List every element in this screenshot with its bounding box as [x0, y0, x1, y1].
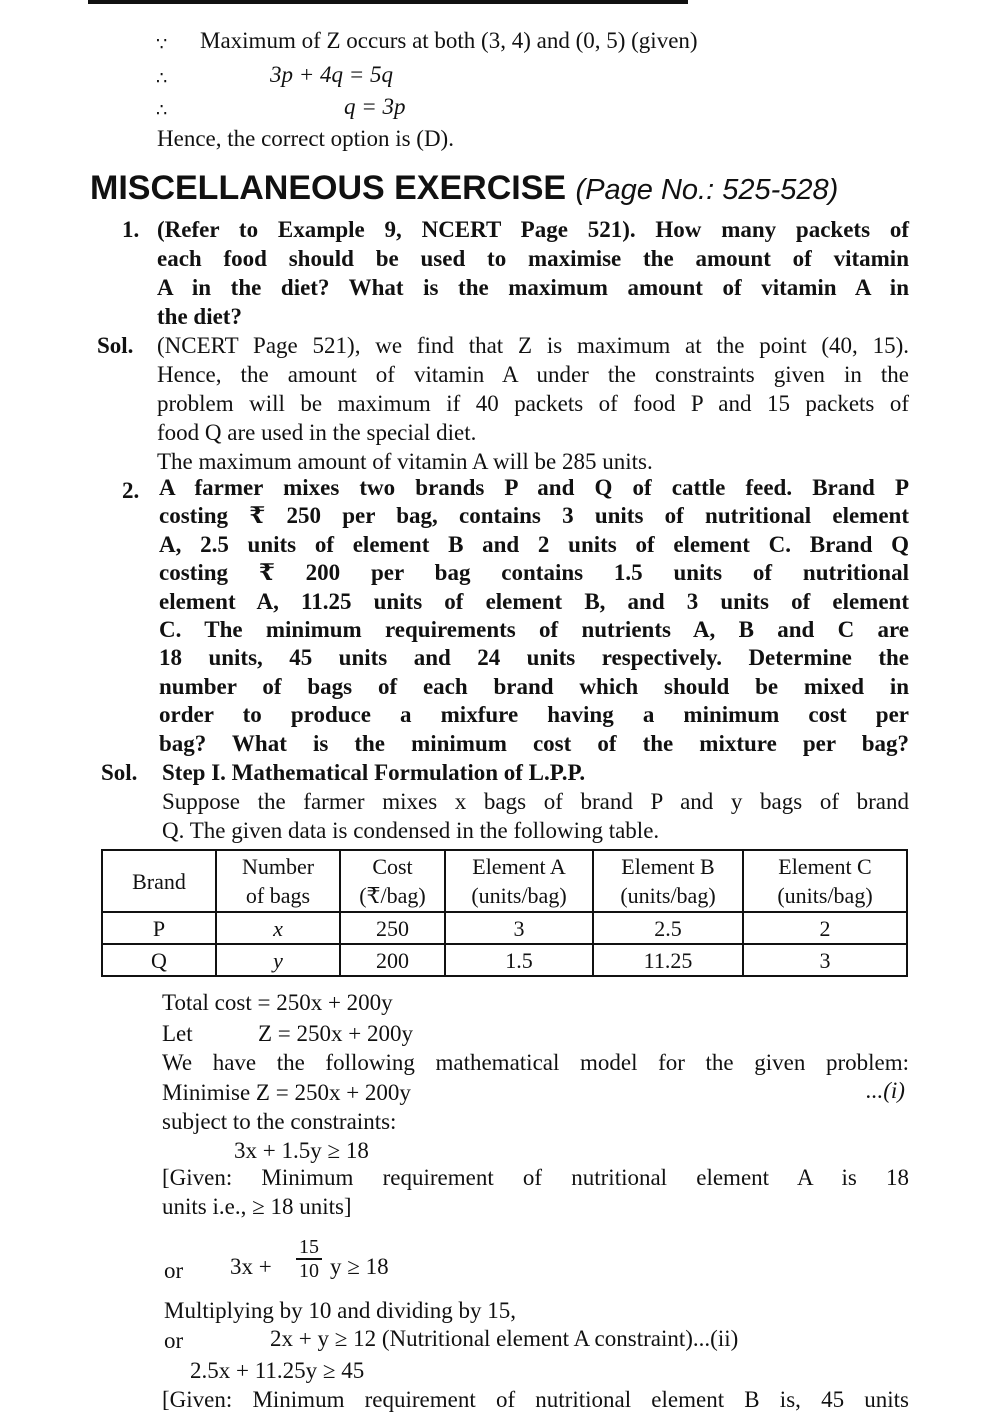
q1-line: each food should be used to maximise the amount of vitamin — [157, 246, 909, 271]
given-a-line: units i.e., ≥ 18 units] — [162, 1194, 352, 1219]
q2-line: A farmer mixes two brands P and Q of cattle feed. Brand P — [159, 475, 909, 500]
q1-line: the diet? — [157, 304, 242, 329]
q2-line: C. The minimum requirements of nutrients A, B and C are — [159, 617, 909, 643]
therefore-symbol-2: ∴ — [156, 100, 168, 121]
q1-number: 1. — [122, 217, 140, 242]
sol2-tag: Sol. — [101, 760, 138, 785]
sol2-step: Step I. Mathematical Formulation of L.P.P. — [162, 760, 586, 785]
constraint-2: 2x + y ≥ 12 (Nutritional element A constraint)...(ii) — [270, 1326, 739, 1351]
top-rule — [88, 0, 688, 4]
or-word-2: or — [164, 1328, 184, 1353]
sol1-line: food Q are used in the special diet. — [157, 420, 477, 445]
multiplying-line: Multiplying by 10 and dividing by 15, — [164, 1298, 517, 1323]
intro-line-2: 3p + 4q = 5q — [270, 62, 394, 87]
constraint-3: 2.5x + 11.25y ≥ 45 — [190, 1358, 365, 1383]
given-a-line: [Given: Minimum requirement of nutritional element A is 18 — [162, 1165, 909, 1190]
q2-text — [159, 474, 909, 758]
q1-line: (Refer to Example 9, NCERT Page 521). How many packets of — [157, 217, 909, 242]
table-cell: 2 — [743, 912, 907, 944]
table-cell: P — [102, 912, 216, 944]
table-cell: 11.25 — [593, 944, 743, 976]
table-header: Element C (units/bag) — [743, 850, 907, 912]
table-header: Brand — [102, 850, 216, 912]
table-cell: 2.5 — [593, 912, 743, 944]
heading-pages: (Page No.: 525-528) — [575, 174, 839, 206]
sol1-tag: Sol. — [97, 333, 134, 358]
table-row — [102, 944, 907, 976]
table-header: Number of bags — [216, 850, 340, 912]
eq-label-i: ...(i) — [866, 1078, 905, 1103]
model-text — [162, 1048, 909, 1077]
therefore-symbol-1: ∴ — [156, 68, 168, 89]
q2-line: element A, 11.25 units of element B, and 3 units of element — [159, 588, 909, 614]
let-word: Let — [162, 1021, 193, 1046]
q2-number: 2. — [122, 478, 140, 503]
q2-line: order to produce a mixfure having a minimum cost per — [159, 702, 909, 728]
because-symbol: ∵ — [156, 34, 168, 55]
frac-lhs: 3x + — [230, 1254, 272, 1279]
table-cell: 1.5 — [445, 944, 593, 976]
total-cost: Total cost = 250x + 200y — [162, 990, 393, 1015]
intro-line-3: q = 3p — [344, 94, 406, 119]
sol1-line: problem will be maximum if 40 packets of food P and 15 packets of — [157, 391, 909, 416]
q1-line: A in the diet? What is the maximum amount of vitamin A in — [157, 275, 909, 300]
sol1-line: The maximum amount of vitamin A will be 285 units. — [157, 449, 653, 474]
or-word-1: or — [164, 1258, 184, 1283]
given-a — [162, 1163, 909, 1221]
data-table — [101, 849, 908, 977]
table-cell: 3 — [743, 944, 907, 976]
table-cell: x — [216, 912, 340, 944]
subject-to: subject to the constraints: — [162, 1109, 397, 1134]
table-cell: 200 — [340, 944, 445, 976]
sol2-intro — [162, 787, 909, 845]
fraction-15-10 — [296, 1236, 322, 1282]
q2-line: A, 2.5 units of element B and 2 units of element C. Brand Q — [159, 531, 909, 557]
sol1-line: Hence, the amount of vitamin A under the constraints given in the — [157, 362, 909, 387]
q2-line: 18 units, 45 units and 24 units respectively. Determine the — [159, 645, 909, 671]
table-header-row — [102, 850, 907, 912]
section-heading — [90, 168, 838, 210]
table-header: Cost (₹/bag) — [340, 850, 445, 912]
minimise-line: Minimise Z = 250x + 200y — [162, 1080, 411, 1105]
sol1-line: (NCERT Page 521), we find that Z is maximum at the point (40, 15). — [157, 333, 909, 358]
q2-line: bag? What is the minimum cost of the mixture per bag? — [159, 730, 909, 756]
table-header: Element A (units/bag) — [445, 850, 593, 912]
table-cell: 250 — [340, 912, 445, 944]
sol2-intro-line: Suppose the farmer mixes x bags of brand P and y bags of brand — [162, 789, 909, 814]
intro-line-1: Maximum of Z occurs at both (3, 4) and (0, 5) (given) — [200, 28, 698, 53]
q2-line: costing ₹ 200 per bag contains 1.5 units of nutritional — [159, 560, 909, 586]
table-cell: Q — [102, 944, 216, 976]
constraint-1: 3x + 1.5y ≥ 18 — [234, 1138, 369, 1163]
model-line: We have the following mathematical model for the given problem: — [162, 1050, 909, 1075]
frac-numerator: 15 — [299, 1236, 319, 1258]
given-b-line: [Given: Minimum requirement of nutritional element B is, 45 units — [162, 1387, 909, 1412]
q2-line: costing ₹ 250 per bag, contains 3 units of nutritional element — [159, 503, 909, 529]
let-equation: Z = 250x + 200y — [258, 1021, 413, 1046]
table-header: Element B (units/bag) — [593, 850, 743, 912]
q1-text — [157, 215, 909, 331]
q2-line: number of bags of each brand which should be mixed in — [159, 673, 909, 699]
heading-title: MISCELLANEOUS EXERCISE — [90, 169, 567, 207]
given-b — [162, 1385, 909, 1414]
intro-line-4: Hence, the correct option is (D). — [157, 126, 454, 151]
sol2-intro-line: Q. The given data is condensed in the following table. — [162, 818, 660, 843]
table-row — [102, 912, 907, 944]
table-cell: 3 — [445, 912, 593, 944]
table-cell: y — [216, 944, 340, 976]
sol1-text — [157, 331, 909, 476]
frac-rhs: y ≥ 18 — [330, 1254, 389, 1279]
frac-denominator: 10 — [296, 1258, 322, 1282]
